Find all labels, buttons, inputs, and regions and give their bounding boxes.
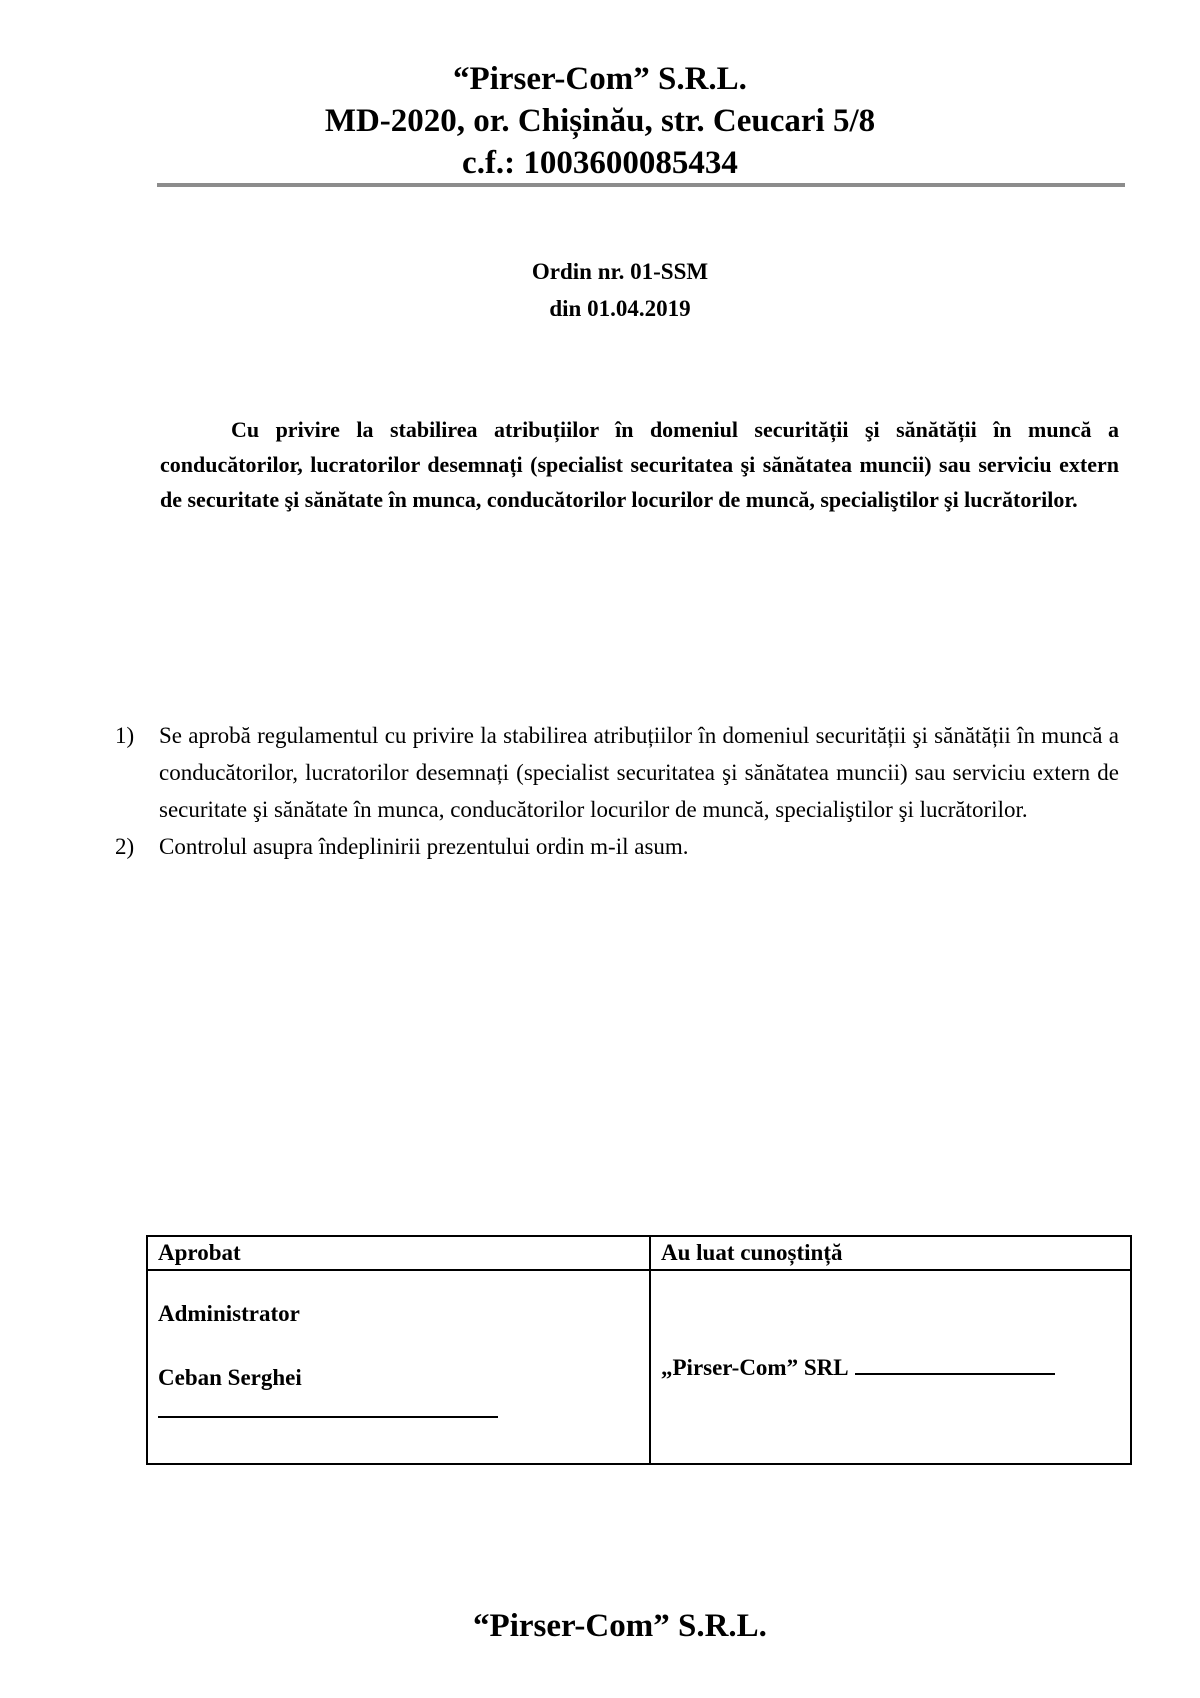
acknowledged-signature-line xyxy=(855,1353,1055,1375)
letterhead-divider xyxy=(157,183,1125,187)
article-item xyxy=(115,717,1119,828)
administrator-name: Ceban Serghei xyxy=(158,1365,302,1390)
article-text: Controlul asupra îndeplinirii prezentului ordin m-il asum. xyxy=(159,834,689,859)
signature-table xyxy=(146,1235,1132,1465)
acknowledged-entity: „Pirser-Com” SRL xyxy=(661,1355,849,1380)
administrator-position: Administrator xyxy=(158,1301,300,1326)
article-item xyxy=(115,828,1119,865)
order-subject: Cu privire la stabilirea atribuțiilor în domeniul securității şi sănătății în muncă a conducătorilor, lucratorilor desemnați (specialist securitatea şi sănătatea muncii) sau serviciu extern de securitate şi sănătate în munca, conducătorilor locurilor de muncă, specialiştilor şi lucrătorilor. xyxy=(160,417,1119,512)
company-address: MD-2020, or. Chișinău, str. Ceucari 5/8 xyxy=(324,103,876,139)
acknowledged-cell xyxy=(650,1270,1131,1464)
order-date: din 01.04.2019 xyxy=(549,296,691,321)
order-number: Ordin nr. 01-SSM xyxy=(531,259,709,284)
article-number: 2) xyxy=(115,834,135,859)
administrator-signature-line xyxy=(158,1394,639,1424)
approved-header: Aprobat xyxy=(147,1236,650,1270)
acknowledged-header: Au luat cunoștință xyxy=(650,1236,1131,1270)
order-title xyxy=(0,253,1200,327)
footer-company: “Pirser-Com” S.R.L. xyxy=(473,1608,767,1644)
letterhead xyxy=(0,58,1200,184)
approved-cell xyxy=(147,1270,650,1464)
article-number: 1) xyxy=(115,723,135,748)
company-name: “Pirser-Com” S.R.L. xyxy=(453,61,747,97)
signature-table-body-row xyxy=(147,1270,1131,1464)
article-text: Se aprobă regulamentul cu privire la stabilirea atribuțiilor în domeniul securității şi sănătății în muncă a conducătorilor, lucratorilor desemnați (specialist securitatea şi sănătatea muncii) sau serviciu extern de securitate şi sănătate în munca, conducătorilor locurilor de muncă, specialiştilor şi lucrătorilor. xyxy=(159,723,1119,822)
articles-list xyxy=(115,717,1119,865)
signature-table-header-row xyxy=(147,1236,1131,1270)
fiscal-code: c.f.: 1003600085434 xyxy=(462,145,738,181)
